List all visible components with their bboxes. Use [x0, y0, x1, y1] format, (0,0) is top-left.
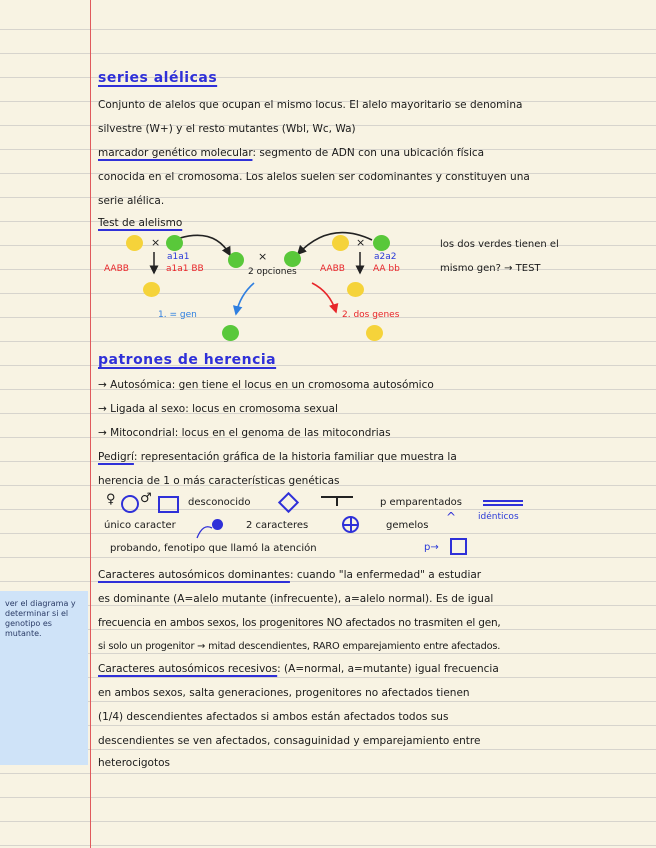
dominantes-line-3: frecuencia en ambos sexos, los progenitores NO afectados no trasmiten el gen,	[98, 617, 501, 629]
series-line-5: serie alélica.	[98, 195, 165, 207]
dominantes-rest: : cuando "la enfermedad" a estudiar	[289, 569, 482, 581]
cross-symbol-1: ×	[151, 236, 161, 249]
left-parent-label: AABB	[104, 264, 129, 274]
green-dot-right	[373, 235, 390, 251]
dominantes-line-2: es dominante (A=alelo mutante (infrecuente), a=alelo normal). Es de igual	[98, 593, 494, 605]
circle-female-icon	[121, 495, 139, 513]
pedigri-term: Pedigrí	[98, 451, 134, 463]
series-line-2: silvestre (W+) y el resto mutantes (Wbl, Wc, Wa)	[98, 123, 356, 135]
recesivos-term: Caracteres autosómicos recesivos	[98, 663, 278, 675]
test-side-note-2: mismo gen? → TEST	[440, 263, 541, 274]
dominantes-line-1	[98, 568, 481, 582]
marcador-term: marcador genético molecular	[98, 147, 253, 159]
probando-square-icon	[450, 538, 467, 555]
probando-arrow-icon: p→	[424, 542, 439, 553]
recesivos-line-4: descendientes se ven afectados, consaguinidad y emparejamiento entre	[98, 735, 481, 747]
probando-label: probando, fenotipo que llamó la atención	[110, 543, 317, 554]
yellow-dot-right-offspring	[347, 282, 364, 297]
desconocido-label: desconocido	[188, 497, 251, 508]
recesivos-rest: : (A=normal, a=mutante) igual frecuencia	[277, 663, 499, 675]
option-1-label: 1. = gen	[158, 310, 197, 320]
marcador-rest: : segmento de ADN con una ubicación física	[252, 147, 485, 159]
recesivos-line-3: (1/4) descendientes afectados si ambos están afectados todos sus	[98, 711, 449, 723]
quartered-circle-icon	[342, 516, 359, 533]
identicos-label: idénticos	[478, 512, 519, 522]
option-2-label: 2. dos genes	[342, 310, 400, 320]
green-dot-center-right	[284, 251, 301, 267]
bullet-autosomica: → Autosómica: gen tiene el locus en un cromosoma autosómico	[98, 379, 434, 391]
left-cross-label: a1a1	[167, 252, 190, 262]
series-line-1: Conjunto de alelos que ocupan el mismo locus. El alelo mayoritario se denomina	[98, 99, 523, 111]
right-genotype: AA bb	[373, 264, 400, 274]
dos-caracteres-label: 2 caracteres	[246, 520, 309, 531]
pedigri-line	[98, 450, 457, 464]
female-symbol-icon: ♀	[106, 492, 116, 507]
dominantes-line-4: si solo un progenitor → mitad descendientes, RARO emparejamiento entre afectados.	[98, 641, 501, 652]
double-line-icon	[483, 500, 523, 502]
left-genotype: a1a1 BB	[166, 264, 204, 274]
gemelos-label: gemelos	[386, 520, 429, 531]
twins-caret-icon: ^	[446, 510, 457, 524]
emparentados-label: p emparentados	[380, 497, 463, 508]
square-male-icon	[158, 496, 179, 513]
unico-caracter-label: único caracter	[104, 520, 176, 531]
test-title: Test de alelismo	[98, 217, 183, 229]
recesivos-line-5: heterocigotos	[98, 757, 170, 769]
cross-symbol-2: ×	[258, 250, 268, 263]
male-symbol-icon: ♂	[140, 491, 152, 506]
bullet-ligada-sexo: → Ligada al sexo: locus en cromosoma sexual	[98, 403, 338, 415]
filled-dot-icon	[212, 519, 223, 530]
recesivos-line-2: en ambos sexos, salta generaciones, progenitores no afectados tienen	[98, 687, 470, 699]
recesivos-line-1	[98, 662, 499, 676]
right-parent-label: AABB	[320, 264, 345, 274]
two-options-label: 2 opciones	[248, 267, 297, 277]
pedigree-descent-icon	[336, 496, 338, 506]
green-dot-left	[166, 235, 183, 251]
green-dot-center-left	[228, 252, 244, 268]
yellow-dot-right	[332, 235, 349, 251]
pedigri-line-2: herencia de 1 o más características genéticas	[98, 475, 340, 487]
pedigri-rest: : representación gráfica de la historia familiar que muestra la	[133, 451, 457, 463]
series-line-4: conocida en el cromosoma. Los alelos suelen ser codominantes y constituyen una	[98, 171, 530, 183]
yellow-dot-result	[366, 325, 383, 341]
sticky-note[interactable]: ver el diagrama y determinar si el genotipo es mutante.	[0, 591, 88, 765]
yellow-dot-left-offspring	[143, 282, 160, 297]
series-title: series alélicas	[98, 70, 218, 86]
yellow-dot-left	[126, 235, 143, 251]
bullet-mitocondrial: → Mitocondrial: locus en el genoma de las mitocondrias	[98, 427, 391, 439]
green-dot-result	[222, 325, 239, 341]
cross-symbol-3: ×	[356, 236, 366, 249]
dominantes-term: Caracteres autosómicos dominantes	[98, 569, 290, 581]
right-cross-label: a2a2	[374, 252, 397, 262]
test-side-note-1: los dos verdes tienen el	[440, 239, 559, 250]
patrones-title: patrones de herencia	[98, 352, 277, 368]
